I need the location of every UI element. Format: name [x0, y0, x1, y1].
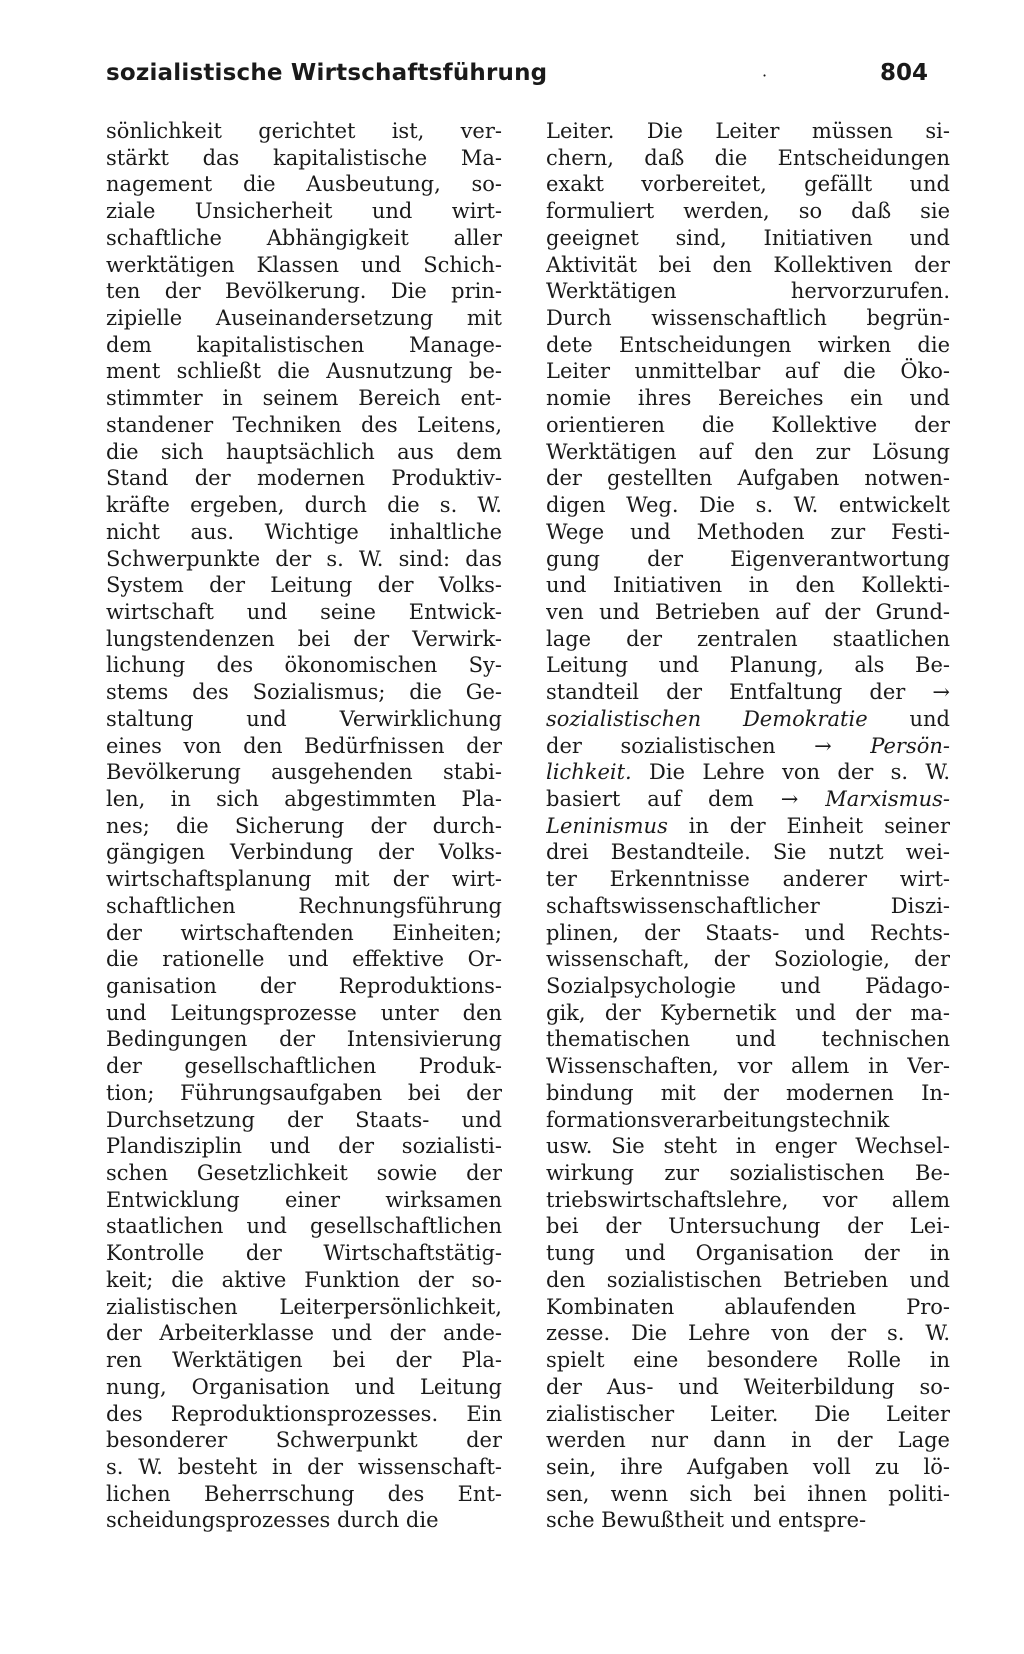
right-column-line: den sozialistischen Betrieben und — [546, 1267, 950, 1292]
right-column-line: ter Erkenntnisse anderer wirt- — [546, 867, 950, 892]
left-column-line: des Reproduktionsprozesses. Ein — [106, 1401, 502, 1426]
left-column-line: nung, Organisation und Leitung — [106, 1374, 502, 1399]
right-column-line: usw. Sie steht in enger Wechsel- — [546, 1134, 950, 1159]
right-column-line: Werktätigen hervorzurufen. — [546, 279, 950, 304]
right-column-line: bei der Untersuchung der Lei- — [546, 1214, 950, 1239]
right-column-line: der gestellten Aufgaben notwen- — [546, 466, 950, 491]
left-column-line: Plandisziplin und der sozialisti- — [106, 1134, 502, 1159]
left-column-line: keit; die aktive Funktion der so- — [106, 1267, 502, 1292]
left-column-line: Entwicklung einer wirksamen — [106, 1187, 502, 1212]
left-column-line: besonderer Schwerpunkt der — [106, 1428, 502, 1453]
right-column-line: Wissenschaften, vor allem in Ver- — [546, 1054, 950, 1079]
left-column-line: und Leitungsprozesse unter den — [106, 1000, 502, 1025]
right-column-line: Sozialpsychologie und Pädago- — [546, 974, 950, 998]
right-column-line: gung der Eigenverantwortung — [546, 546, 950, 571]
left-column-line: nagement die Ausbeutung, so- — [106, 172, 502, 197]
right-column-line: sche Bewußtheit und entspre- — [546, 1508, 867, 1533]
left-column-line: die sich hauptsächlich aus dem — [106, 439, 502, 464]
right-column-line: Kombinaten ablaufenden Pro- — [546, 1294, 950, 1319]
left-column-line: staltung und Verwirklichung — [106, 706, 502, 731]
right-column-line: spielt eine besondere Rolle in — [546, 1348, 950, 1373]
left-column-line: werktätigen Klassen und Schich- — [106, 252, 502, 277]
left-column-line: s. W. besteht in der wissenschaft- — [106, 1454, 502, 1479]
right-column-line: exakt vorbereitet, gefällt und — [546, 172, 950, 197]
left-column-line: lichung des ökonomischen Sy- — [106, 653, 502, 678]
right-column-line: und Initiativen in den Kollekti- — [546, 573, 950, 598]
left-column-line: stems des Sozialismus; die Ge- — [106, 680, 502, 705]
right-column-line: dete Entscheidungen wirken die — [546, 332, 950, 357]
right-column-line: formuliert werden, so daß sie — [546, 199, 950, 224]
left-column-line: ment schließt die Ausnutzung be- — [106, 359, 502, 384]
right-column-line: triebswirtschaftslehre, vor allem — [546, 1187, 950, 1212]
left-column-line: schaftliche Abhängigkeit aller — [106, 225, 502, 250]
right-column-line: ven und Betrieben auf der Grund- — [546, 599, 950, 624]
left-column-line: zialistischen Leiterpersönlichkeit, — [106, 1294, 502, 1319]
right-column-line: orientieren die Kollektive der — [546, 412, 950, 437]
left-column-line: lichen Beherrschung des Ent- — [106, 1481, 502, 1506]
right-column-line: chern, daß die Entscheidungen — [546, 145, 950, 170]
right-column-line: digen Weg. Die s. W. entwickelt — [546, 493, 950, 518]
right-column-line: schaftswissenschaftlicher Diszi- — [546, 893, 950, 918]
left-column-line: staatlichen und gesellschaftlichen — [106, 1214, 502, 1239]
left-column-line: tion; Führungsaufgaben bei der — [106, 1080, 502, 1105]
right-column-line: der sozialistischen → Persön- — [546, 733, 950, 758]
left-column-line: schen Gesetzlichkeit sowie der — [106, 1161, 502, 1186]
right-column-line: werden nur dann in der Lage — [546, 1428, 950, 1453]
right-column-line: Werktätigen auf den zur Lösung — [546, 439, 950, 464]
right-column-line: bindung mit der modernen In- — [546, 1080, 950, 1105]
right-column-line: basiert auf dem → Marxismus- — [546, 786, 950, 811]
right-column-line: der Aus- und Weiterbildung so- — [546, 1374, 950, 1399]
page-number: 804 — [880, 60, 929, 86]
right-column-line: tung und Organisation der in — [546, 1241, 950, 1266]
right-column-line: Leiter. Die Leiter müssen si- — [546, 119, 950, 143]
left-column-line: Durchsetzung der Staats- und — [106, 1107, 502, 1132]
left-column-line: der wirtschaftenden Einheiten; — [106, 920, 502, 945]
left-column-line: lungstendenzen bei der Verwirk- — [106, 626, 502, 651]
right-column-line: nomie ihres Bereiches ein und — [546, 386, 950, 411]
left-column-line: ziale Unsicherheit und wirt- — [106, 199, 502, 224]
left-column-line: len, in sich abgestimmten Pla- — [106, 786, 502, 811]
left-column-line: nes; die Sicherung der durch- — [106, 813, 502, 838]
right-column-line: thematischen und technischen — [546, 1027, 950, 1052]
right-column-line: zialistischer Leiter. Die Leiter — [546, 1401, 950, 1426]
left-column-line: dem kapitalistischen Manage- — [106, 332, 502, 357]
left-column-line: gängigen Verbindung der Volks- — [106, 840, 502, 865]
left-column-line: kräfte ergeben, durch die s. W. — [106, 493, 502, 518]
left-column-line: zipielle Auseinandersetzung mit — [106, 306, 502, 331]
right-column-line: lage der zentralen staatlichen — [546, 626, 950, 651]
left-column-line: die rationelle und effektive Or- — [106, 947, 502, 972]
right-column-line: drei Bestandteile. Sie nutzt wei- — [546, 840, 950, 865]
running-head: sozialistische Wirtschaftsführung — [106, 60, 548, 86]
right-column-line: formationsverarbeitungstechnik — [546, 1107, 890, 1132]
left-column-line: schaftlichen Rechnungsführung — [106, 893, 502, 918]
left-column-line: stimmter in seinem Bereich ent- — [106, 386, 502, 411]
left-column-line: sönlichkeit gerichtet ist, ver- — [106, 119, 502, 143]
right-column-line: Leiter unmittelbar auf die Öko- — [546, 359, 950, 384]
right-text-column — [546, 118, 950, 1534]
left-column-line: Stand der modernen Produktiv- — [106, 466, 502, 491]
left-text-column — [106, 118, 502, 1534]
right-column-line: wirkung zur sozialistischen Be- — [546, 1161, 950, 1186]
right-column-line: Leninismus in der Einheit seiner — [546, 813, 950, 838]
right-column-line: wissenschaft, der Soziologie, der — [546, 947, 950, 972]
left-column-line: System der Leitung der Volks- — [106, 573, 502, 598]
right-column-line: geeignet sind, Initiativen und — [546, 225, 950, 250]
right-column-line: gik, der Kybernetik und der ma- — [546, 1000, 950, 1025]
right-column-line: standteil der Entfaltung der → — [546, 680, 950, 705]
left-column-line: stärkt das kapitalistische Ma- — [106, 145, 502, 170]
left-column-line: wirtschaft und seine Entwick- — [106, 599, 502, 624]
left-column-line: eines von den Bedürfnissen der — [106, 733, 502, 758]
dot-mark: · — [762, 66, 768, 85]
right-column-line: lichkeit. Die Lehre von der s. W. — [546, 760, 950, 785]
right-column-line: Leitung und Planung, als Be- — [546, 653, 950, 678]
left-column-line: Bevölkerung ausgehenden stabi- — [106, 760, 502, 785]
right-column-line: Durch wissenschaftlich begrün- — [546, 306, 950, 331]
left-column-line: Schwerpunkte der s. W. sind: das — [106, 546, 502, 571]
left-column-line: Bedingungen der Intensivierung — [106, 1027, 502, 1052]
left-column-line: nicht aus. Wichtige inhaltliche — [106, 519, 502, 544]
right-column-line: plinen, der Staats- und Rechts- — [546, 920, 950, 945]
left-column-line: ren Werktätigen bei der Pla- — [106, 1348, 502, 1373]
right-column-line: sozialistischen Demokratie und — [546, 706, 950, 731]
left-column-line: ganisation der Reproduktions- — [106, 974, 502, 998]
left-column-line: wirtschaftsplanung mit der wirt- — [106, 867, 502, 892]
right-column-line: zesse. Die Lehre von der s. W. — [546, 1321, 950, 1346]
left-column-line: der Arbeiterklasse und der ande- — [106, 1321, 502, 1346]
left-column-line: standener Techniken des Leitens, — [106, 412, 502, 437]
left-column-line: scheidungsprozesses durch die — [106, 1508, 439, 1533]
right-column-line: sen, wenn sich bei ihnen politi- — [546, 1481, 950, 1506]
right-column-line: Aktivität bei den Kollektiven der — [546, 252, 950, 277]
left-column-line: ten der Bevölkerung. Die prin- — [106, 279, 502, 304]
right-column-line: Wege und Methoden zur Festi- — [546, 519, 950, 544]
right-column-line: sein, ihre Aufgaben voll zu lö- — [546, 1454, 950, 1479]
left-column-line: der gesellschaftlichen Produk- — [106, 1054, 502, 1079]
left-column-line: Kontrolle der Wirtschaftstätig- — [106, 1241, 502, 1266]
